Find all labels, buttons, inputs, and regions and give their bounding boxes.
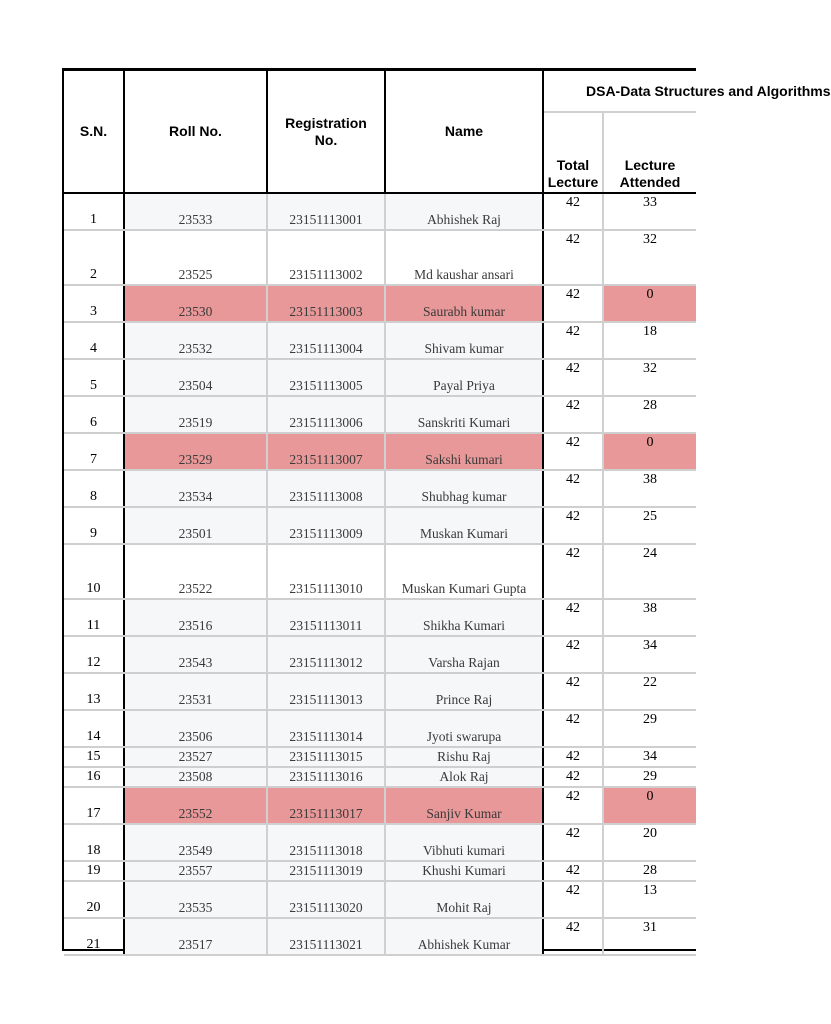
cell-sn: 10 <box>64 544 124 599</box>
cell-sn: 13 <box>64 673 124 710</box>
table-row <box>64 599 696 636</box>
cell-name: Abhishek Kumar <box>385 918 543 955</box>
cell-roll-no: 23522 <box>124 544 267 599</box>
cell-name: Varsha Rajan <box>385 636 543 673</box>
cell-name: Abhishek Raj <box>385 193 543 230</box>
table-row <box>64 673 696 710</box>
cell-lecture-attended: 32 <box>603 359 696 396</box>
cell-total-lecture: 42 <box>543 747 603 767</box>
table-row <box>64 193 696 230</box>
table-row <box>64 824 696 861</box>
cell-total-lecture: 42 <box>543 636 603 673</box>
table-row <box>64 787 696 824</box>
cell-lecture-attended: 28 <box>603 396 696 433</box>
cell-name: Mohit Raj <box>385 881 543 918</box>
cell-name: Prince Raj <box>385 673 543 710</box>
cell-sn: 2 <box>64 230 124 285</box>
cell-sn: 4 <box>64 322 124 359</box>
table-row <box>64 767 696 787</box>
cell-lecture-attended: 33 <box>603 193 696 230</box>
cell-total-lecture: 42 <box>543 787 603 824</box>
table-row <box>64 507 696 544</box>
cell-lecture-attended: 0 <box>603 787 696 824</box>
cell-name: Muskan Kumari <box>385 507 543 544</box>
cell-lecture-attended: 38 <box>603 599 696 636</box>
cell-lecture-attended: 0 <box>603 433 696 470</box>
cell-total-lecture: 42 <box>543 673 603 710</box>
cell-sn: 9 <box>64 507 124 544</box>
table-row <box>64 636 696 673</box>
table-row <box>64 285 696 322</box>
cell-total-lecture: 42 <box>543 507 603 544</box>
cell-total-lecture: 42 <box>543 861 603 881</box>
cell-name: Shubhag kumar <box>385 470 543 507</box>
cell-sn: 21 <box>64 918 124 955</box>
cell-registration-no: 23151113001 <box>267 193 385 230</box>
cell-name: Sanskriti Kumari <box>385 396 543 433</box>
cell-total-lecture: 42 <box>543 544 603 599</box>
cell-lecture-attended: 34 <box>603 636 696 673</box>
cell-roll-no: 23529 <box>124 433 267 470</box>
cell-total-lecture: 42 <box>543 230 603 285</box>
cell-total-lecture: 42 <box>543 470 603 507</box>
table-row <box>64 918 696 955</box>
table-row <box>64 747 696 767</box>
attendance-sheet <box>62 68 831 952</box>
cell-roll-no: 23516 <box>124 599 267 636</box>
cell-registration-no: 23151113012 <box>267 636 385 673</box>
cell-roll-no: 23552 <box>124 787 267 824</box>
cell-name: Muskan Kumari Gupta <box>385 544 543 599</box>
cell-registration-no: 23151113005 <box>267 359 385 396</box>
cell-name: Jyoti swarupa <box>385 710 543 747</box>
cell-registration-no: 23151113019 <box>267 861 385 881</box>
header-roll-no: Roll No. <box>124 71 267 193</box>
cell-lecture-attended: 25 <box>603 507 696 544</box>
cell-registration-no: 23151113007 <box>267 433 385 470</box>
cell-total-lecture: 42 <box>543 193 603 230</box>
table-row <box>64 710 696 747</box>
cell-roll-no: 23531 <box>124 673 267 710</box>
cell-roll-no: 23517 <box>124 918 267 955</box>
cell-registration-no: 23151113016 <box>267 767 385 787</box>
cell-lecture-attended: 13 <box>603 881 696 918</box>
cell-roll-no: 23525 <box>124 230 267 285</box>
cell-registration-no: 23151113011 <box>267 599 385 636</box>
cell-registration-no: 23151113014 <box>267 710 385 747</box>
table-body <box>64 193 696 955</box>
cell-roll-no: 23549 <box>124 824 267 861</box>
cell-roll-no: 23501 <box>124 507 267 544</box>
cell-sn: 8 <box>64 470 124 507</box>
cell-name: Shivam kumar <box>385 322 543 359</box>
cell-roll-no: 23519 <box>124 396 267 433</box>
cell-lecture-attended: 22 <box>603 673 696 710</box>
cell-name: Payal Priya <box>385 359 543 396</box>
cell-lecture-attended: 34 <box>603 747 696 767</box>
header-registration-no: Registration No. <box>267 71 385 193</box>
cell-lecture-attended: 31 <box>603 918 696 955</box>
cell-name: Vibhuti kumari <box>385 824 543 861</box>
table-row <box>64 322 696 359</box>
cell-sn: 11 <box>64 599 124 636</box>
cell-total-lecture: 42 <box>543 767 603 787</box>
cell-sn: 16 <box>64 767 124 787</box>
header-lecture-attended: Lecture Attended <box>603 112 696 193</box>
cell-total-lecture: 42 <box>543 322 603 359</box>
cell-sn: 17 <box>64 787 124 824</box>
cell-name: Md kaushar ansari <box>385 230 543 285</box>
table-row <box>64 881 696 918</box>
cell-lecture-attended: 24 <box>603 544 696 599</box>
cell-lecture-attended: 20 <box>603 824 696 861</box>
attendance-table <box>64 71 831 956</box>
cell-lecture-attended: 32 <box>603 230 696 285</box>
cell-lecture-attended: 29 <box>603 710 696 747</box>
cell-registration-no: 23151113018 <box>267 824 385 861</box>
cell-sn: 18 <box>64 824 124 861</box>
cell-sn: 7 <box>64 433 124 470</box>
cell-total-lecture: 42 <box>543 881 603 918</box>
cell-sn: 14 <box>64 710 124 747</box>
cell-registration-no: 23151113013 <box>267 673 385 710</box>
cell-registration-no: 23151113010 <box>267 544 385 599</box>
cell-registration-no: 23151113006 <box>267 396 385 433</box>
cell-name: Shikha Kumari <box>385 599 543 636</box>
cell-total-lecture: 42 <box>543 285 603 322</box>
cell-registration-no: 23151113004 <box>267 322 385 359</box>
cell-registration-no: 23151113021 <box>267 918 385 955</box>
cell-sn: 5 <box>64 359 124 396</box>
cell-total-lecture: 42 <box>543 710 603 747</box>
cell-name: Rishu Raj <box>385 747 543 767</box>
cell-registration-no: 23151113020 <box>267 881 385 918</box>
cell-roll-no: 23530 <box>124 285 267 322</box>
cell-sn: 20 <box>64 881 124 918</box>
cell-registration-no: 23151113008 <box>267 470 385 507</box>
cell-registration-no: 23151113015 <box>267 747 385 767</box>
cell-lecture-attended: 0 <box>603 285 696 322</box>
cell-total-lecture: 42 <box>543 824 603 861</box>
cell-roll-no: 23532 <box>124 322 267 359</box>
table-row <box>64 861 696 881</box>
cell-roll-no: 23557 <box>124 861 267 881</box>
cell-lecture-attended: 28 <box>603 861 696 881</box>
cell-name: Sakshi kumari <box>385 433 543 470</box>
table-row <box>64 359 696 396</box>
cell-name: Alok Raj <box>385 767 543 787</box>
cell-registration-no: 23151113009 <box>267 507 385 544</box>
cell-sn: 12 <box>64 636 124 673</box>
cell-roll-no: 23506 <box>124 710 267 747</box>
cell-roll-no: 23534 <box>124 470 267 507</box>
cell-total-lecture: 42 <box>543 433 603 470</box>
cell-roll-no: 23508 <box>124 767 267 787</box>
cell-name: Khushi Kumari <box>385 861 543 881</box>
cell-sn: 3 <box>64 285 124 322</box>
cell-name: Sanjiv Kumar <box>385 787 543 824</box>
header-subject: DSA-Data Structures and Algorithms <box>543 71 696 112</box>
table-row <box>64 396 696 433</box>
table-row <box>64 230 696 285</box>
cell-total-lecture: 42 <box>543 918 603 955</box>
table-row <box>64 433 696 470</box>
cell-sn: 6 <box>64 396 124 433</box>
cell-sn: 19 <box>64 861 124 881</box>
cell-registration-no: 23151113002 <box>267 230 385 285</box>
header-name: Name <box>385 71 543 193</box>
cell-sn: 15 <box>64 747 124 767</box>
cell-sn: 1 <box>64 193 124 230</box>
cell-lecture-attended: 38 <box>603 470 696 507</box>
cell-total-lecture: 42 <box>543 359 603 396</box>
cell-roll-no: 23533 <box>124 193 267 230</box>
table-row <box>64 544 696 599</box>
cell-registration-no: 23151113003 <box>267 285 385 322</box>
cell-total-lecture: 42 <box>543 599 603 636</box>
cell-total-lecture: 42 <box>543 396 603 433</box>
header-sn: S.N. <box>64 71 124 193</box>
cell-roll-no: 23527 <box>124 747 267 767</box>
cell-roll-no: 23504 <box>124 359 267 396</box>
cell-roll-no: 23543 <box>124 636 267 673</box>
table-row <box>64 470 696 507</box>
cell-name: Saurabh kumar <box>385 285 543 322</box>
header-total-lecture: Total Lecture <box>543 112 603 193</box>
cell-roll-no: 23535 <box>124 881 267 918</box>
cell-registration-no: 23151113017 <box>267 787 385 824</box>
cell-lecture-attended: 29 <box>603 767 696 787</box>
cell-lecture-attended: 18 <box>603 322 696 359</box>
